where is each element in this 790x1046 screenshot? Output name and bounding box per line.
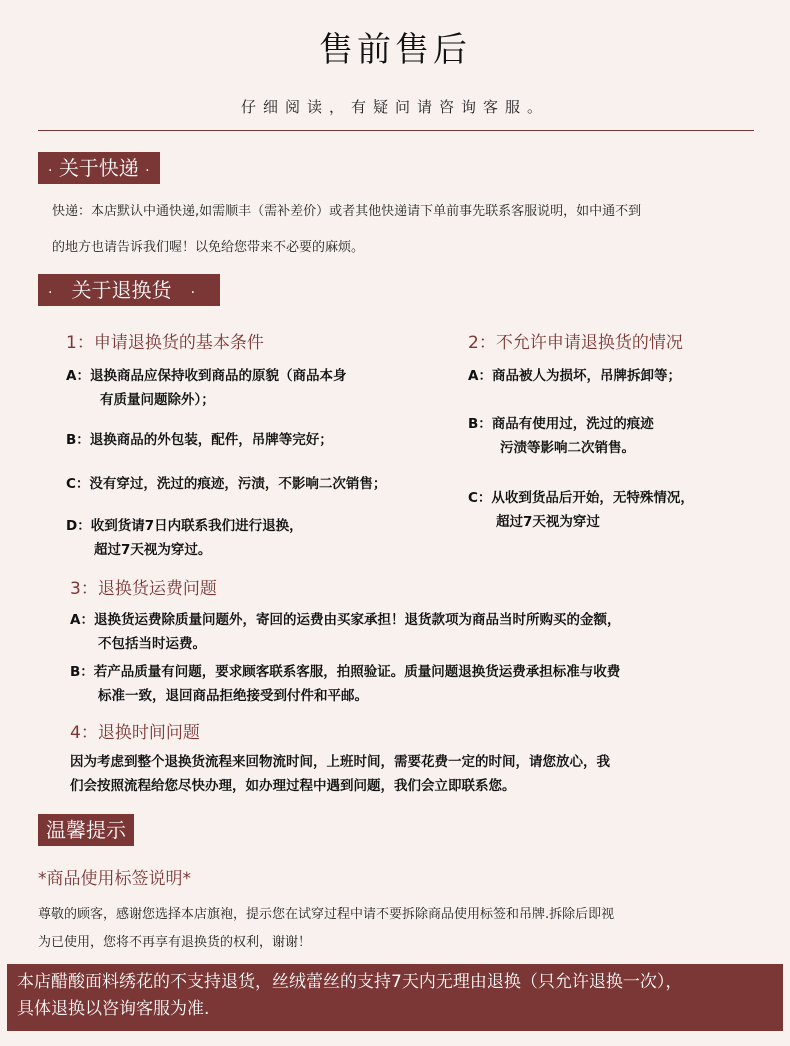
denied-item-a: A：商品被人为损坏，吊牌拆卸等； [468, 368, 681, 384]
footer-line1: 本店醋酸面料绣花的不支持退货，丝绒蕾丝的支持7天内无理由退换（只允许退换一次）， [17, 972, 683, 992]
express-text-line1: 快递：本店默认中通快递,如需顺丰（需补差价）或者其他快递请下单前事先联系客服说明，如中通不到 [52, 204, 642, 219]
footer-line2: 具体退换以咨询客服为准. [17, 999, 210, 1019]
tips-line2: 为已使用，您将不再享有退换货的权利，谢谢！ [38, 935, 312, 950]
tag-dot-right: · [145, 163, 150, 179]
timing-line1: 因为考虑到整个退换货流程来回物流时间，上班时间，需要花费一定的时间，请您放心，我 [70, 754, 610, 770]
basic-conditions-heading: 1：申请退换货的基本条件 [66, 333, 264, 353]
shipping-item-a-line2: 不包括当时运费。 [98, 636, 206, 652]
timing-line2: 们会按照流程给您尽快办理，如办理过程中遇到问题，我们会立即联系您。 [70, 778, 516, 794]
tag-dot-right: · [190, 285, 196, 301]
shipping-item-b-line1: B：若产品质量有问题，要求顾客联系客服，拍照验证。质量问题退换货运费承担标准与收费 [70, 664, 621, 680]
tips-tag-label: 温馨提示 [46, 818, 126, 842]
basic-item-a-line1: A：退换商品应保持收到商品的原貌（商品本身 [66, 368, 347, 384]
denied-item-b-line1: B：商品有使用过，洗过的痕迹 [468, 416, 654, 432]
tag-usage-heading: *商品使用标签说明* [38, 869, 191, 889]
denied-item-c-line2: 超过7天视为穿过 [496, 514, 600, 530]
denied-heading: 2：不允许申请退换货的情况 [468, 333, 683, 353]
page-subtitle: 仔细阅读，有疑问请咨询客服。 [240, 98, 549, 116]
basic-item-d-line1: D：收到货请7日内联系我们进行退换， [66, 518, 303, 534]
basic-item-d-line2: 超过7天视为穿过。 [94, 542, 212, 558]
tag-dot-left: · [48, 285, 53, 301]
basic-item-a-line2: 有质量问题除外）； [100, 392, 215, 408]
shipping-item-a-line1: A：退换货运费除质量问题外，寄回的运费由买家承担！退货款项为商品当时所购买的金额， [70, 612, 621, 628]
express-tag [38, 152, 160, 184]
page-title: 售前售后 [319, 30, 471, 70]
returns-tag-label: 关于退换货 [71, 278, 172, 302]
denied-item-b-line2: 污渍等影响二次销售。 [500, 440, 635, 456]
tips-tag [38, 814, 134, 846]
basic-item-c: C：没有穿过，洗过的痕迹，污渍，不影响二次销售； [66, 476, 387, 492]
returns-tag [38, 274, 220, 306]
shipping-heading: 3：退换货运费问题 [70, 579, 217, 599]
denied-item-c-line1: C：从收到货品后开始，无特殊情况， [468, 490, 694, 506]
express-tag-label: 关于快递 [58, 156, 139, 180]
header-divider [38, 130, 754, 131]
timing-heading: 4：退换时间问题 [70, 723, 200, 743]
basic-item-b: B：退换商品的外包装，配件，吊牌等完好； [66, 432, 333, 448]
shipping-item-b-line2: 标准一致，退回商品拒绝接受到付件和平邮。 [98, 688, 368, 704]
express-text-line2: 的地方也请告诉我们喔！以免给您带来不必要的麻烦。 [52, 240, 365, 255]
tag-dot-left: · [48, 163, 53, 179]
footer-notice [7, 964, 783, 1031]
tips-line1: 尊敬的顾客，感谢您选择本店旗袍，提示您在试穿过程中请不要拆除商品使用标签和吊牌.拆除后即视 [38, 907, 615, 922]
